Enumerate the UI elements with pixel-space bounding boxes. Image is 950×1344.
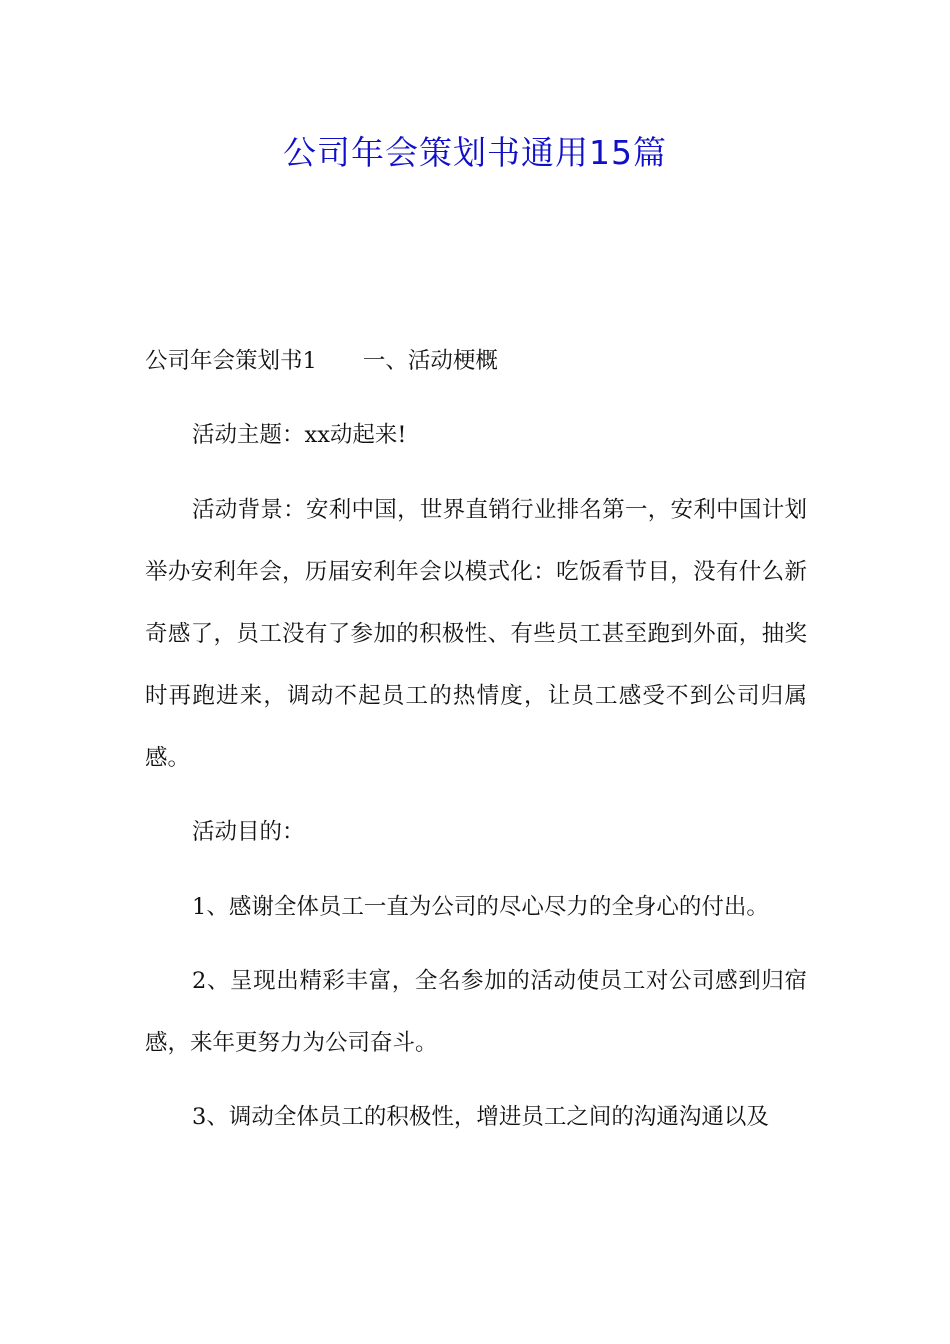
paragraph-purpose-item-3: 3、调动全体员工的积极性，增进员工之间的沟通沟通以及 [192, 1104, 769, 1131]
section-heading: 公司年会策划书1 [145, 348, 317, 374]
paragraph-purpose-item-2: 2、呈现出精彩丰富，全名参加的活动使员工对公司感到归宿感，来年更努力为公司奋斗。 [145, 967, 807, 1056]
document-title: 公司年会策划书通用15篇 [283, 133, 667, 172]
section-heading-line [145, 330, 807, 392]
section-subheading: 一、活动梗概 [362, 348, 498, 374]
paragraph-purpose-item-1: 1、感谢全体员工一直为公司的尽心尽力的全身心的付出。 [192, 893, 769, 920]
paragraph-activity-purpose: 活动目的： [192, 819, 305, 846]
paragraph-activity-theme: 活动主题：xx动起来! [192, 422, 407, 449]
document-body [145, 330, 807, 1161]
paragraph-activity-background: 活动背景：安利中国，世界直销行业排名第一，安利中国计划举办安利年会，历届安利年会以模式化：吃饭看节目，没有什么新奇感了，员工没有了参加的积极性、有些员工甚至跑到外面，抽奖时再跑进来，调动不起员工的热情度，让员工感受不到公司归属感。 [145, 496, 807, 771]
